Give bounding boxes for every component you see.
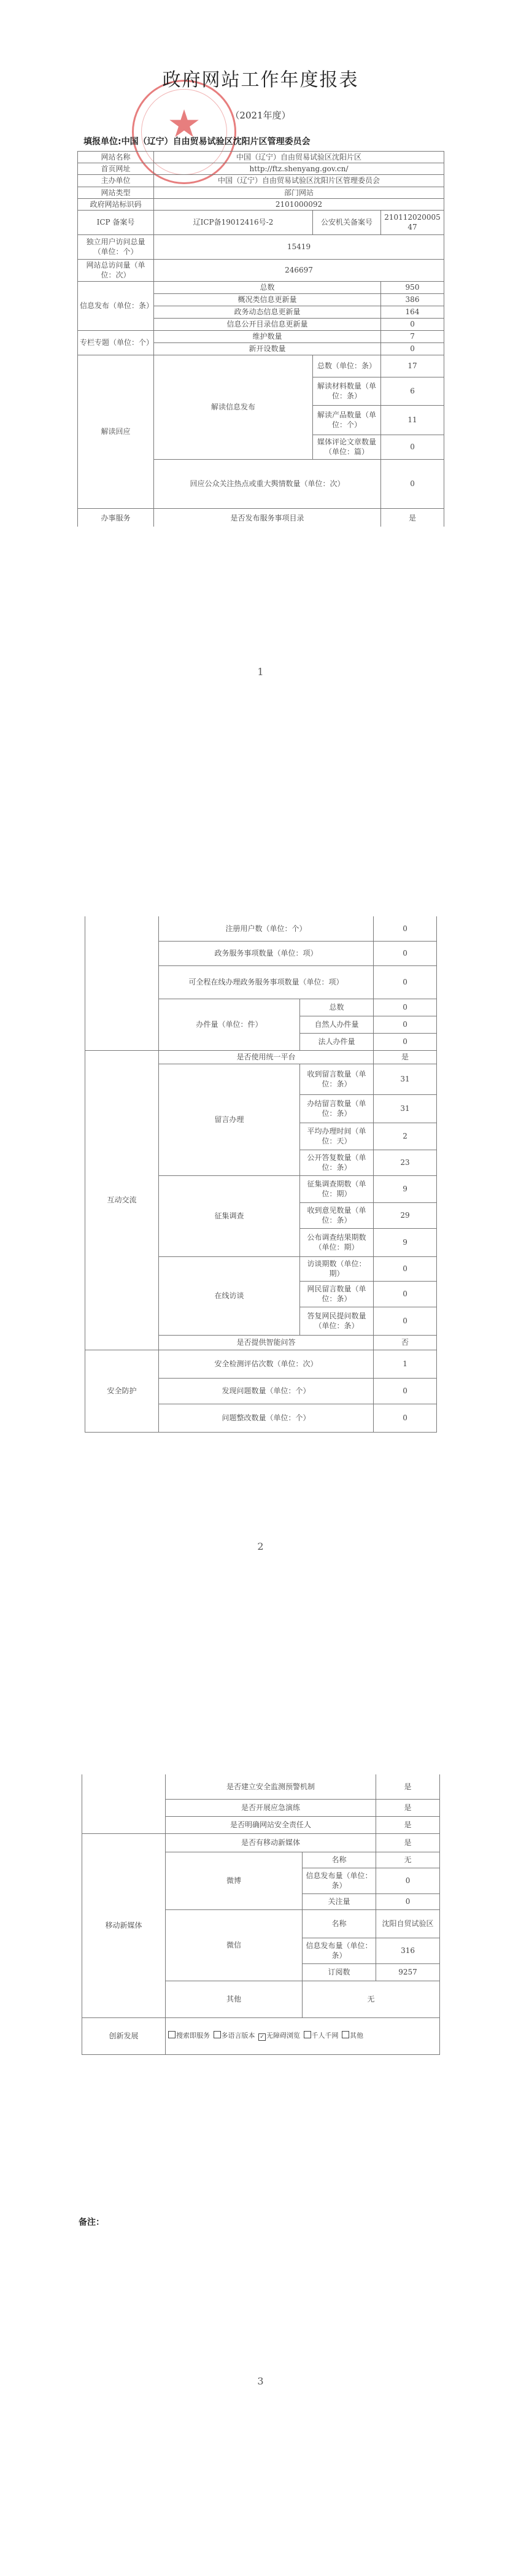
- message-row-value: 31: [374, 1094, 437, 1123]
- columns-row-value: 7: [381, 330, 444, 342]
- survey-row-label: 收到意见数量（单位：条）: [300, 1202, 374, 1228]
- site-name-label: 网站名称: [78, 152, 154, 163]
- message-row-value: 2: [374, 1123, 437, 1150]
- survey-row-value: 29: [374, 1202, 437, 1228]
- publish-row-label: 总数: [154, 281, 381, 293]
- weibo-row-label: 关注量: [303, 1893, 376, 1909]
- publish-row-value: 164: [381, 306, 444, 318]
- security-row-value: 0: [374, 1404, 437, 1432]
- online-row-value: 0: [374, 1281, 437, 1307]
- unique-users-value: 15419: [154, 234, 444, 259]
- survey-label: 征集调查: [159, 1175, 300, 1256]
- handle-label: 办件量（单位：件）: [159, 999, 300, 1050]
- security-row-value: 是: [376, 1799, 440, 1816]
- publish-row-label: 政务动态信息更新量: [154, 306, 381, 318]
- security-row-value: 是: [376, 1774, 440, 1799]
- survey-row-value: 9: [374, 1228, 437, 1256]
- handle-row-value: 0: [374, 999, 437, 1016]
- online-row-label: 答复网民提问数量（单位：条）: [300, 1307, 374, 1335]
- online-interview-label: 在线访谈: [159, 1256, 300, 1335]
- interpretation-row-value: 17: [381, 355, 444, 377]
- checkbox-icon[interactable]: [342, 2031, 349, 2038]
- interpretation-row-label: 解读材料数量（单位：条）: [313, 377, 381, 405]
- interpretation-row-value: 0: [381, 435, 444, 459]
- interpretation-row-value: 11: [381, 405, 444, 435]
- columns-row-value: 0: [381, 342, 444, 355]
- new-media-use-label: 是否有移动新媒体: [166, 1833, 376, 1852]
- new-media-use-value: 是: [376, 1833, 440, 1852]
- checkbox-icon[interactable]: [168, 2031, 176, 2038]
- option-personalized[interactable]: 千人千网: [304, 2031, 339, 2041]
- checkbox-checked-icon[interactable]: ✓: [258, 2033, 266, 2041]
- message-row-label: 办结留言数量（单位：条）: [300, 1094, 374, 1123]
- publish-label: 信息发布（单位：条）: [78, 281, 154, 330]
- services-row-value: 0: [374, 941, 437, 965]
- security-row-label: 发现问题数量（单位：个）: [159, 1378, 374, 1404]
- platform-label: 是否使用统一平台: [159, 1050, 374, 1064]
- message-handling-label: 留言办理: [159, 1064, 300, 1175]
- homepage-value: http://ftz.shenyang.gov.cn/: [154, 163, 444, 175]
- innovation-label: 创新发展: [82, 2017, 166, 2054]
- checkbox-icon[interactable]: [214, 2031, 221, 2038]
- message-row-label: 平均办理时间（单位：天）: [300, 1123, 374, 1150]
- security-row-value: 1: [374, 1350, 437, 1378]
- security-row-label: 问题整改数量（单位：个）: [159, 1404, 374, 1432]
- interpretation-row-label: 媒体评论文章数量（单位：篇）: [313, 435, 381, 459]
- total-views-value: 246697: [154, 259, 444, 281]
- services-label: 办事服务: [78, 508, 154, 527]
- handle-row-value: 0: [374, 1033, 437, 1050]
- option-accessibility[interactable]: ✓ 无障碍浏览: [258, 2032, 300, 2041]
- publish-row-value: 0: [381, 318, 444, 330]
- other-media-value: 无: [303, 1981, 440, 2017]
- site-code-value: 2101000092: [154, 198, 444, 210]
- total-views-label: 网站总访问量（单位：次）: [78, 259, 154, 281]
- checkbox-icon[interactable]: [304, 2031, 311, 2038]
- interaction-label: 互动交流: [85, 1050, 159, 1350]
- report-table-page-2: [85, 916, 437, 1433]
- publish-row-value: 386: [381, 293, 444, 306]
- official-seal: ★: [132, 80, 236, 184]
- wechat-row-value: 9257: [376, 1963, 440, 1981]
- message-row-value: 23: [374, 1150, 437, 1175]
- page-1: [0, 0, 521, 859]
- columns-row-label: 维护数量: [154, 330, 381, 342]
- services-row-value: 0: [374, 916, 437, 941]
- publish-row-value: 950: [381, 281, 444, 293]
- interpretation-row-value: 6: [381, 377, 444, 405]
- report-title: 政府网站工作年度报表: [162, 69, 359, 91]
- remark-label: 备注：: [79, 2218, 104, 2227]
- security-label: 安全防护: [85, 1350, 159, 1432]
- security-row-value: 是: [376, 1816, 440, 1833]
- police-record-value: 21011202000547: [381, 210, 444, 234]
- security-row-label: 是否开展应急演练: [166, 1799, 376, 1816]
- survey-row-label: 征集调查期数（单位：期）: [300, 1175, 374, 1202]
- sponsor-label: 主办单位: [78, 175, 154, 187]
- smart-qa-value: 否: [374, 1335, 437, 1350]
- site-type-label: 网站类型: [78, 187, 154, 198]
- services-row-value: 0: [374, 965, 437, 999]
- report-table-page-1: [77, 151, 444, 527]
- new-media-label: 移动新媒体: [82, 1833, 166, 2017]
- services-row-label: 政务服务事项数量（单位：项）: [159, 941, 374, 965]
- publish-row-label: 概况类信息更新量: [154, 293, 381, 306]
- survey-row-label: 公布调查结果期数（单位：期）: [300, 1228, 374, 1256]
- services-catalog-label: 是否发布服务事项目录: [154, 508, 381, 527]
- security-row-label: 安全检测评估次数（单位：次）: [159, 1350, 374, 1378]
- online-row-value: 0: [374, 1256, 437, 1281]
- services-catalog-value: 是: [381, 508, 444, 527]
- innovation-options: [166, 2017, 440, 2054]
- unique-users-label: 独立用户访问总量（单位：个）: [78, 234, 154, 259]
- site-code-label: 政府网站标识码: [78, 198, 154, 210]
- page-3: [0, 1719, 521, 2576]
- handle-row-value: 0: [374, 1016, 437, 1033]
- weibo-row-value: 0: [376, 1893, 440, 1909]
- interpretation-label: 解读回应: [78, 355, 154, 508]
- hotspot-value: 0: [381, 459, 444, 508]
- page-2: [0, 859, 521, 1719]
- services-row-label: 可全程在线办理政务服务事项数量（单位：项）: [159, 965, 374, 999]
- interpretation-sub-label: 解读信息发布: [154, 355, 313, 459]
- message-row-label: 收到留言数量（单位：条）: [300, 1064, 374, 1094]
- hotspot-label: 回应公众关注热点或重大舆情数量（单位：次）: [154, 459, 381, 508]
- interpretation-row-label: 解读产品数量（单位：个）: [313, 405, 381, 435]
- wechat-row-label: 名称: [303, 1909, 376, 1938]
- weibo-row-label: 信息发布量（单位：条）: [303, 1868, 376, 1893]
- platform-value: 是: [374, 1050, 437, 1064]
- other-media-label: 其他: [166, 1981, 303, 2017]
- columns-label: 专栏专题（单位：个）: [78, 330, 154, 355]
- handle-row-label: 自然人办件量: [300, 1016, 374, 1033]
- weibo-label: 微博: [166, 1852, 303, 1909]
- page-number: 1: [257, 666, 264, 678]
- icp-label: ICP 备案号: [78, 210, 154, 234]
- publish-row-label: 信息公开目录信息更新量: [154, 318, 381, 330]
- wechat-label: 微信: [166, 1909, 303, 1981]
- icp-value: 辽ICP备19012416号-2: [154, 210, 313, 234]
- page-number: 3: [257, 2375, 264, 2387]
- message-row-value: 31: [374, 1064, 437, 1094]
- online-row-value: 0: [374, 1307, 437, 1335]
- police-record-label: 公安机关备案号: [313, 210, 381, 234]
- smart-qa-label: 是否提供智能问答: [159, 1335, 374, 1350]
- wechat-row-label: 订阅数: [303, 1963, 376, 1981]
- weibo-row-label: 名称: [303, 1852, 376, 1868]
- security-row-value: 0: [374, 1378, 437, 1404]
- security-row-label: 是否明确网站安全责任人: [166, 1816, 376, 1833]
- option-other[interactable]: 其他: [342, 2031, 363, 2041]
- online-row-label: 网民留言数量（单位：条）: [300, 1281, 374, 1307]
- option-search-service[interactable]: 搜索即服务: [168, 2031, 210, 2041]
- survey-row-value: 9: [374, 1175, 437, 1202]
- report-table-page-3: [82, 1774, 440, 2055]
- message-row-label: 公开答复数量（单位：条）: [300, 1150, 374, 1175]
- option-multi-language[interactable]: 多语言版本: [214, 2031, 255, 2041]
- interpretation-row-label: 总数（单位：条）: [313, 355, 381, 377]
- filing-unit: 填报单位:中国（辽宁）自由贸易试验区沈阳片区管理委员会: [83, 137, 311, 147]
- services-row-label: 注册用户数（单位：个）: [159, 916, 374, 941]
- sponsor-value: 中国（辽宁）自由贸易试验区沈阳片区管理委员会: [154, 175, 444, 187]
- site-type-value: 部门网站: [154, 187, 444, 198]
- wechat-row-value: 316: [376, 1938, 440, 1963]
- report-year: （2021年度）: [230, 110, 291, 121]
- handle-row-label: 法人办件量: [300, 1033, 374, 1050]
- page-number: 2: [257, 1541, 264, 1552]
- weibo-row-value: 0: [376, 1868, 440, 1893]
- security-row-label: 是否建立安全监测预警机制: [166, 1774, 376, 1799]
- homepage-label: 首页网址: [78, 163, 154, 175]
- wechat-row-label: 信息发布量（单位：条）: [303, 1938, 376, 1963]
- site-name-value: 中国（辽宁）自由贸易试验区沈阳片区: [154, 152, 444, 163]
- handle-row-label: 总数: [300, 999, 374, 1016]
- columns-row-label: 新开设数量: [154, 342, 381, 355]
- weibo-row-value: 无: [376, 1852, 440, 1868]
- online-row-label: 访谈期数（单位：期）: [300, 1256, 374, 1281]
- wechat-row-value: 沈阳自贸试验区: [376, 1909, 440, 1938]
